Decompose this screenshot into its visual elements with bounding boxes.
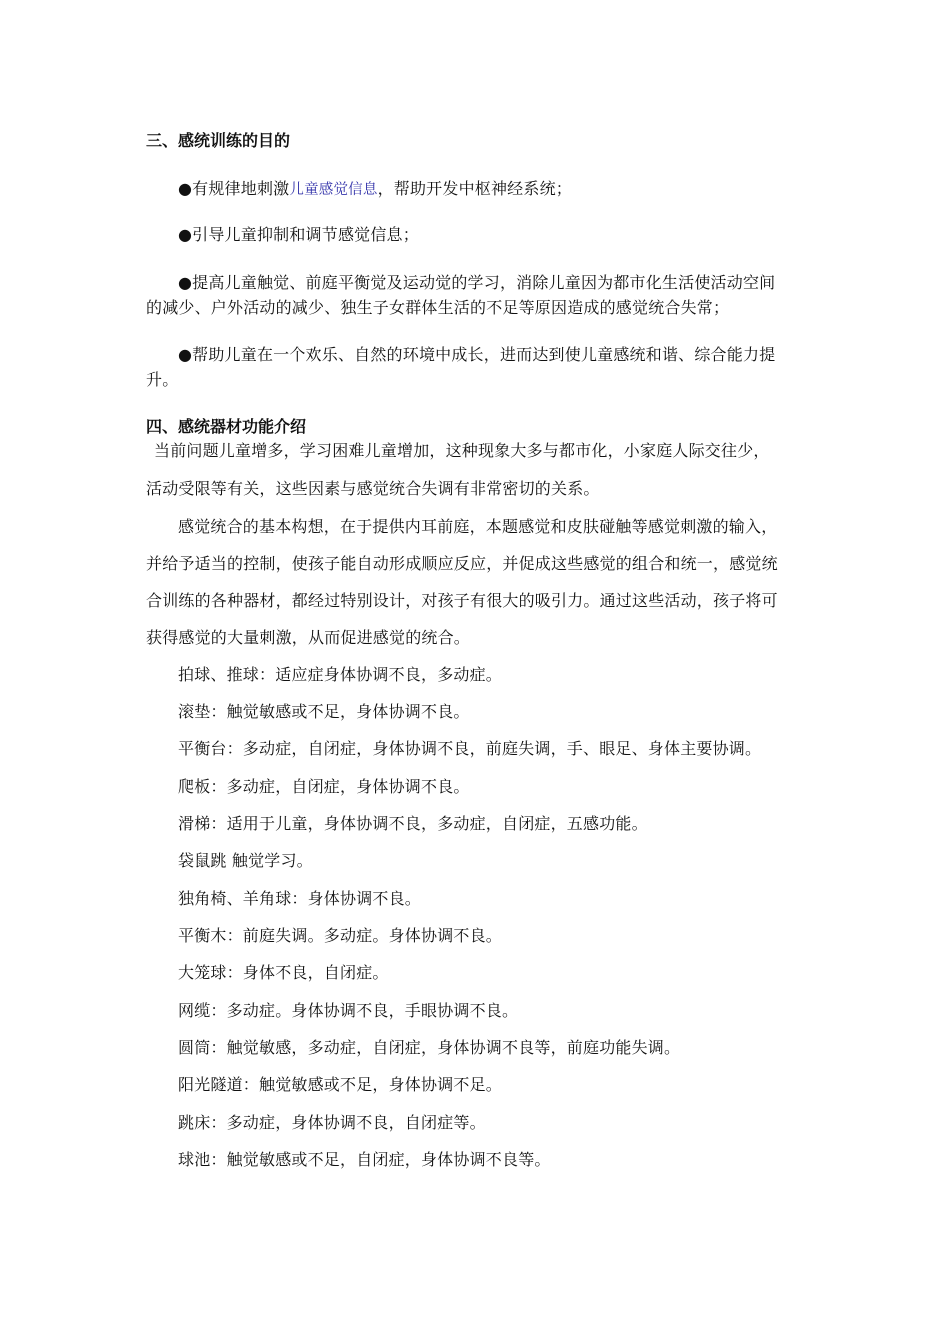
- bullet-3-line-1: ●提高儿童触觉、前庭平衡觉及运动觉的学习，消除儿童因为都市化生活使活动空间: [178, 273, 776, 292]
- para2-line-1: 感觉统合的基本构想，在于提供内耳前庭，本题感觉和皮肤碰触等感觉刺激的输入，: [178, 517, 778, 536]
- equipment-item: 独角椅、羊角球：身体协调不良。: [178, 889, 422, 908]
- bullet-1-pre: ●有规律地刺激: [178, 179, 290, 198]
- equipment-item: 滑梯：适用于儿童，身体协调不良，多动症，自闭症，五感功能。: [178, 814, 648, 833]
- equipment-item: 拍球、推球：适应症身体协调不良，多动症。: [178, 665, 503, 684]
- equipment-item: 平衡台：多动症，自闭症，身体协调不良，前庭失调，手、眼足、身体主要协调。: [178, 739, 762, 758]
- equipment-item: 爬板：多动症，自闭症，身体协调不良。: [178, 777, 470, 796]
- section3-title: 三、感统训练的目的: [146, 131, 291, 150]
- bullet-1-post: ，帮助开发中枢神经系统；: [377, 179, 572, 198]
- equipment-item: 阳光隧道：触觉敏感或不足，身体协调不足。: [178, 1075, 503, 1094]
- bullet-4-line-2: 升。: [146, 370, 179, 389]
- section4-title: 四、感统器材功能介绍: [146, 417, 307, 436]
- sensory-info-link[interactable]: 儿童感觉信息: [289, 182, 378, 198]
- bullet-2: ●引导儿童抑制和调节感觉信息；: [178, 225, 419, 244]
- equipment-item: 滚垫：触觉敏感或不足，身体协调不良。: [178, 702, 470, 721]
- para2-line-3: 合训练的各种器材，都经过特别设计，对孩子有很大的吸引力。通过这些活动，孩子将可: [146, 591, 778, 610]
- bullet-3-line-2: 的减少、户外活动的减少、独生子女群体生活的不足等原因造成的感觉统合失常；: [146, 298, 730, 317]
- equipment-item: 跳床：多动症，身体协调不良，自闭症等。: [178, 1113, 486, 1132]
- equipment-item: 大笼球：身体不良，自闭症。: [178, 963, 389, 982]
- para2-line-2: 并给予适当的控制，使孩子能自动形成顺应反应，并促成这些感觉的组合和统一，感觉统: [146, 554, 778, 573]
- equipment-item: 平衡木：前庭失调。多动症。身体协调不良。: [178, 926, 503, 945]
- para1-line-2: 活动受限等有关，这些因素与感觉统合失调有非常密切的关系。: [146, 479, 600, 498]
- para1-line-1: 当前问题儿童增多，学习困难儿童增加，这种现象大多与都市化，小家庭人际交往少，: [154, 441, 770, 460]
- equipment-item: 圆筒：触觉敏感，多动症，自闭症，身体协调不良等，前庭功能失调。: [178, 1038, 681, 1057]
- equipment-item: 网缆：多动症。身体协调不良，手眼协调不良。: [178, 1001, 519, 1020]
- para2-line-4: 获得感觉的大量刺激，从而促进感觉的统合。: [146, 628, 471, 647]
- bullet-1: [178, 176, 572, 199]
- equipment-item: 球池：触觉敏感或不足，自闭症，身体协调不良等。: [178, 1150, 551, 1169]
- equipment-item: 袋鼠跳 触觉学习。: [178, 851, 313, 870]
- bullet-4-line-1: ●帮助儿童在一个欢乐、自然的环境中成长，进而达到使儿童感统和谐、综合能力提: [178, 345, 776, 364]
